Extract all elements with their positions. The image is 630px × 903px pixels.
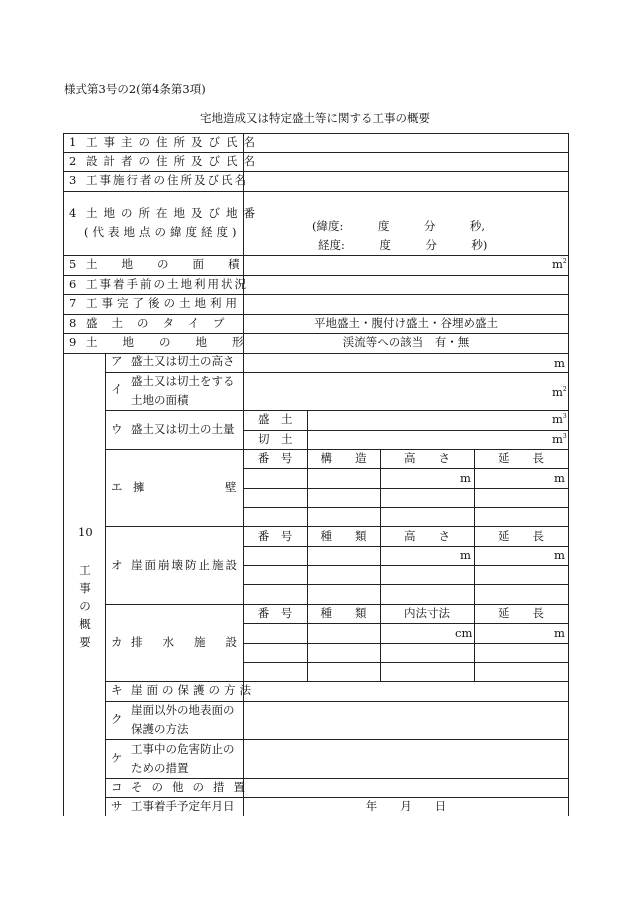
slope-height-unit: m bbox=[460, 548, 471, 562]
item-ku-key: ク bbox=[111, 712, 123, 726]
row-9-label: 土地の地形 bbox=[86, 335, 269, 349]
row-1-label: 工事主の住所及び氏名 bbox=[86, 135, 261, 149]
item-a-key: ア bbox=[111, 354, 123, 368]
item-u-key: ウ bbox=[111, 422, 123, 436]
start-date-field: 年 月 日 bbox=[365, 799, 447, 813]
item-e-key: エ bbox=[111, 480, 123, 494]
slope-col-type: 種 類 bbox=[320, 529, 367, 543]
form-number: 様式第3号の2(第4条第3項) bbox=[64, 82, 206, 96]
wall-col-length: 延 長 bbox=[498, 451, 544, 465]
wall-length-unit: m bbox=[554, 471, 565, 485]
section-10-char-4: 概 bbox=[79, 617, 91, 631]
item-ke-label-2: ための措置 bbox=[131, 761, 189, 775]
row-2-label: 設計者の住所及び氏名 bbox=[86, 154, 261, 168]
page-title: 宅地造成又は特定盛土等に関する工事の概要 bbox=[200, 111, 430, 125]
item-sa-key: サ bbox=[111, 799, 123, 813]
item-i-key: イ bbox=[111, 382, 123, 396]
drain-size-unit: cm bbox=[455, 626, 473, 640]
section-10-char-1: 工 bbox=[79, 563, 91, 577]
item-e-label-2: 壁 bbox=[225, 480, 237, 494]
item-u-label: 盛土又は切土の土量 bbox=[131, 422, 235, 436]
item-ka-label: 排水施設 bbox=[131, 635, 257, 649]
row-5-label: 土地の面積 bbox=[86, 257, 264, 271]
row-3-number: 3 bbox=[69, 173, 77, 187]
row-9-number: 9 bbox=[69, 335, 77, 349]
height-unit: m bbox=[554, 356, 565, 370]
drain-col-length: 延 長 bbox=[498, 606, 544, 620]
row-7-label: 工事完了後の土地利用 bbox=[86, 296, 241, 310]
row-3-label: 工事施行者の住所及び氏名 bbox=[86, 173, 248, 187]
item-a-label: 盛土又は切土の高さ bbox=[131, 354, 235, 368]
row-6-label: 工事着手前の土地利用状況 bbox=[86, 277, 248, 291]
latitude-text: (緯度: 度 分 秒, bbox=[312, 219, 486, 233]
item-e-label-1: 擁 bbox=[133, 480, 145, 494]
row-10-number: 10 bbox=[78, 525, 93, 539]
item-ki-key: キ bbox=[111, 683, 123, 697]
row-1-number: 1 bbox=[69, 135, 77, 149]
wall-height-unit: m bbox=[460, 471, 471, 485]
section-10-char-3: の bbox=[79, 599, 91, 613]
fill-type-options: 平地盛土・腹付け盛土・谷埋め盛土 bbox=[314, 316, 498, 330]
area-unit: $m^2$ bbox=[552, 257, 567, 271]
slope-col-height: 高 さ bbox=[404, 529, 450, 543]
row-8-label: 盛土のタイプ bbox=[86, 316, 239, 330]
row-2-number: 2 bbox=[69, 154, 77, 168]
drain-col-type: 種 類 bbox=[320, 606, 367, 620]
drain-col-number: 番 号 bbox=[257, 606, 293, 620]
item-i-label-1: 盛土又は切土をする bbox=[131, 374, 235, 388]
item-ka-key: カ bbox=[111, 635, 123, 649]
item-sa-label: 工事着手予定年月日 bbox=[131, 799, 235, 813]
row-5-number: 5 bbox=[69, 257, 77, 271]
item-ku-label-2: 保護の方法 bbox=[131, 722, 189, 736]
longitude-text: 経度: 度 分 秒) bbox=[318, 238, 488, 252]
cut-volume-unit: $m^3$ bbox=[552, 432, 567, 446]
slope-col-length: 延 長 bbox=[498, 529, 544, 543]
item-ko-label: その他の措置 bbox=[131, 780, 254, 794]
item-ku-label-1: 崖面以外の地表面の bbox=[131, 703, 235, 717]
section-10-char-2: 事 bbox=[79, 581, 91, 595]
row-4-label: 土地の所在地及び地番 bbox=[86, 206, 261, 220]
slope-length-unit: m bbox=[554, 548, 565, 562]
fill-volume-label: 盛 土 bbox=[258, 412, 293, 426]
drain-col-size: 内法寸法 bbox=[404, 606, 450, 620]
row-6-number: 6 bbox=[69, 277, 77, 291]
row-4-sublabel: (代表地点の緯度経度) bbox=[84, 225, 241, 239]
item-ke-key: ケ bbox=[111, 751, 123, 765]
section-10-char-5: 要 bbox=[79, 635, 91, 649]
terrain-options: 渓流等への該当 有・無 bbox=[342, 335, 470, 349]
drain-length-unit: m bbox=[554, 626, 565, 640]
wall-col-structure: 構 造 bbox=[320, 451, 367, 465]
fill-volume-unit: $m^3$ bbox=[552, 412, 567, 426]
item-i-label-2: 土地の面積 bbox=[131, 393, 189, 407]
item-ko-key: コ bbox=[111, 780, 123, 794]
row-4-number: 4 bbox=[69, 206, 77, 220]
fill-area-unit: $m^2$ bbox=[552, 385, 567, 399]
wall-col-number: 番 号 bbox=[257, 451, 293, 465]
row-8-number: 8 bbox=[69, 316, 77, 330]
row-7-number: 7 bbox=[69, 296, 77, 310]
cut-volume-label: 切 土 bbox=[258, 432, 293, 446]
item-ki-label: 崖面の保護の方法 bbox=[131, 683, 255, 697]
item-o-label: 崖面崩壊防止施設 bbox=[131, 558, 239, 572]
item-ke-label-1: 工事中の危害防止の bbox=[131, 742, 235, 756]
slope-col-number: 番 号 bbox=[257, 529, 293, 543]
item-o-key: オ bbox=[111, 558, 123, 572]
wall-col-height: 高 さ bbox=[404, 451, 450, 465]
